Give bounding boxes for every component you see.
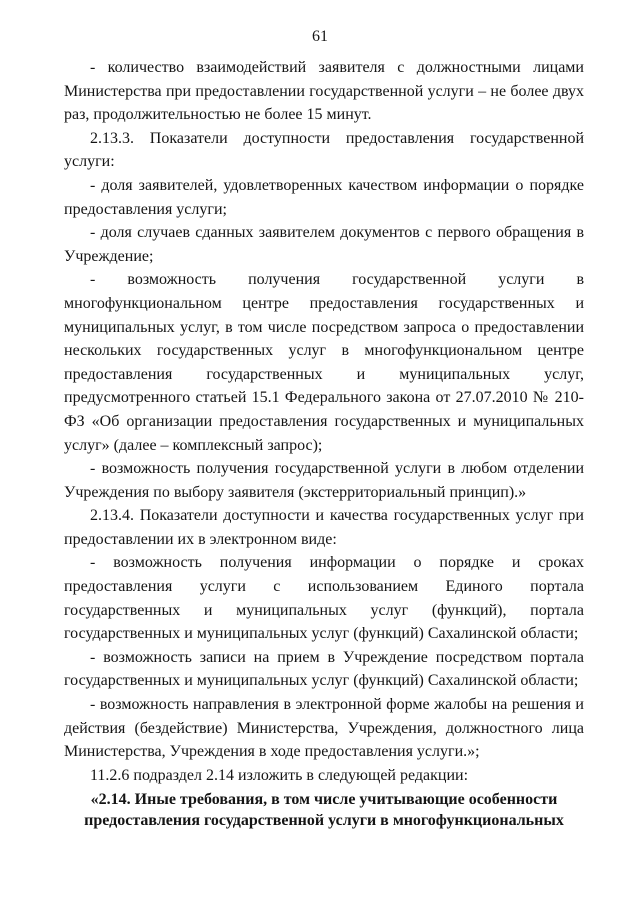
paragraph-mfc-availability: - возможность получения государственной услуги в многофункциональном центре предоставления государственных и муниципальных услуг, в том числе посредством запроса о предоставлении нескольких государственных услуг в многофункциональном центре предоставления государственных и муниципальных услуг, предусмотренного статьей 15.1 Федерального закона от 27.07.2010 № 210-ФЗ «Об организации предоставления государственных и муниципальных услуг» (далее – комплексный запрос);	[64, 271, 584, 454]
paragraph-subsection-change: 11.2.6 подраздел 2.14 изложить в следующей редакции:	[90, 766, 469, 784]
paragraph-info-satisfaction: - доля заявителей, удовлетворенных качеством информации о порядке предоставления услуги;	[64, 176, 584, 218]
paragraph-section-2-13-4: 2.13.4. Показатели доступности и качества государственных услуг при предоставлении их в электронном виде:	[64, 507, 584, 548]
paragraph-first-submission: - доля случаев сданных заявителем документов с первого обращения в Учреждение;	[64, 224, 584, 265]
paragraph-appointment: - возможность записи на прием в Учреждение посредством портала государственных и муниципальных услуг (функций) Сахалинской области;	[64, 648, 584, 690]
paragraph-complaint: - возможность направления в электронной форме жалобы на решения и действия (бездействие) Министерства, Учреждения, должностного лица Министерства, Учреждения в ходе предоставления услуги.»;	[64, 696, 584, 761]
section-heading-2-14: «2.14. Иные требования, в том числе учитывающие особенности предоставления государственной услуги в многофункциональных	[84, 791, 564, 830]
paragraph-portal-info: - возможность получения информации о порядке и сроках предоставления услуги с использованием Единого портала государственных и муниципальных услуг (функций), портала государственных и муниципальных услуг (функций) Сахалинской области;	[64, 554, 584, 643]
paragraph-section-2-13-3: 2.13.3. Показатели доступности предоставления государственной услуги:	[64, 129, 584, 171]
paragraph-extraterritorial: - возможность получения государственной услуги в любом отделении Учреждения по выбору заявителя (экстерриториальный принцип).»	[64, 460, 584, 501]
document-body	[64, 56, 584, 831]
page-number: 61	[312, 28, 328, 45]
paragraph-interaction-count: - количество взаимодействий заявителя с должностными лицами Министерства при предоставлении государственной услуги – не более двух раз, продолжительностью не более 15 минут.	[64, 59, 584, 124]
